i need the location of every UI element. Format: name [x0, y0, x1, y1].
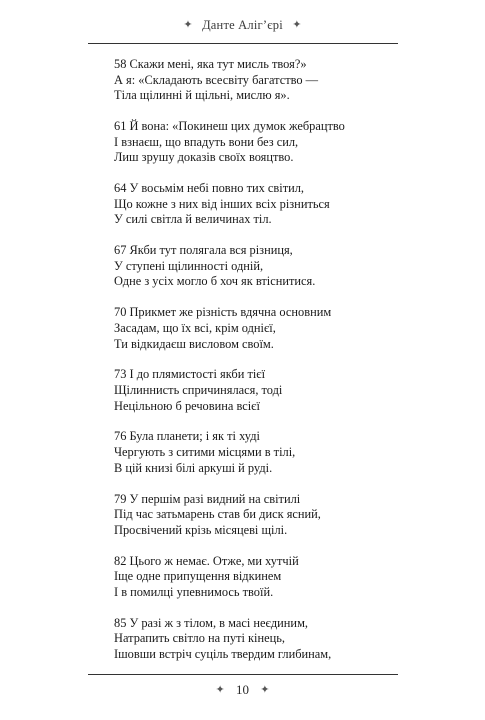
stanza — [114, 119, 414, 166]
verse-line: 58 Скажи мені, яка тут мисль твоя?» — [114, 57, 307, 71]
verse-line: І в помилці упевнимось твоїй. — [114, 584, 274, 599]
verse-line: Що кожне з них від інших всіх різниться — [114, 196, 330, 211]
verse-line: Одне з усіх могло б хоч як втіснитися. — [114, 274, 316, 289]
stanza — [114, 243, 414, 290]
stanza — [114, 429, 414, 476]
verse-line: Просвічений крізь місяцеві щілі. — [114, 522, 288, 537]
verse-line: І взнаєш, що впадуть вони без сил, — [114, 134, 299, 149]
ornament-icon: ✦ — [215, 684, 225, 696]
verse-line: Іще одне припущення відкинем — [114, 569, 282, 584]
verse-line: 73 І до плямистості якби тієї — [114, 367, 266, 382]
stanza — [114, 554, 414, 601]
verse-line: Натрапить світло на путі кінець, — [114, 631, 286, 646]
verse-line: 67 Якби тут полягала вся різниця, — [114, 243, 293, 258]
verse-line: В цій книзі білі аркуші й руді. — [114, 460, 273, 475]
verse-line: 70 Прикмет же різність вдячна основним — [114, 305, 332, 320]
verse-line: 76 Була планети; і як ті худі — [114, 429, 260, 444]
verse-line: Засадам, що їх всі, крім однієї, — [114, 320, 276, 335]
verse-line: 82 Цього ж немає. Отже, ми хутчій — [114, 553, 299, 568]
verse-line: Під час затьмарень став би диск ясний, — [114, 507, 321, 522]
verse-line: У силі світла й величинах тіл. — [114, 212, 272, 227]
footer-divider — [88, 674, 398, 675]
ornament-icon: ✦ — [292, 19, 302, 31]
verse-line: Лиш зрушу доказів своїх вояцтво. — [114, 150, 294, 165]
verse-line: Чергують з ситими місцями в тілі, — [114, 445, 296, 460]
verse-line: 64 У восьмім небі повно тих світил, — [114, 181, 305, 196]
verse-line: Щілиннисть спричинялася, тоді — [114, 382, 283, 397]
stanza — [114, 57, 414, 104]
verse-line: А я: «Складають всесвіту багатство — — [114, 72, 319, 87]
verse-line: У ступені щілинності одній, — [114, 258, 264, 273]
stanza — [114, 492, 414, 539]
stanza — [114, 181, 414, 228]
ornament-icon: ✦ — [260, 684, 270, 696]
verse-line: Ти відкидаєш висловом своїм. — [114, 336, 274, 351]
verse-line: Тіла щілинні й щільні, мислю я». — [114, 88, 290, 103]
header-title: Данте Аліг’єрі — [202, 18, 283, 32]
ornament-icon: ✦ — [183, 19, 193, 31]
verse-line: 61 Й вона: «Покинеш цих думок жебрацтво — [114, 119, 345, 134]
page-footer — [0, 682, 485, 698]
verse-line: Нецільною б речовина всієї — [114, 398, 260, 413]
stanza — [114, 367, 414, 414]
page-number: 10 — [236, 682, 249, 697]
header-divider — [88, 43, 398, 44]
verse-line: 79 У першім разі видний на світилі — [114, 491, 301, 506]
stanza — [114, 305, 414, 352]
running-header — [0, 18, 485, 33]
stanza — [114, 616, 414, 663]
verse-line: Ішовши встріч суціль твердим глибинам, — [114, 646, 332, 661]
poem-body — [114, 57, 414, 678]
verse-line: 85 У разі ж з тілом, в масі неєдиним, — [114, 615, 309, 630]
